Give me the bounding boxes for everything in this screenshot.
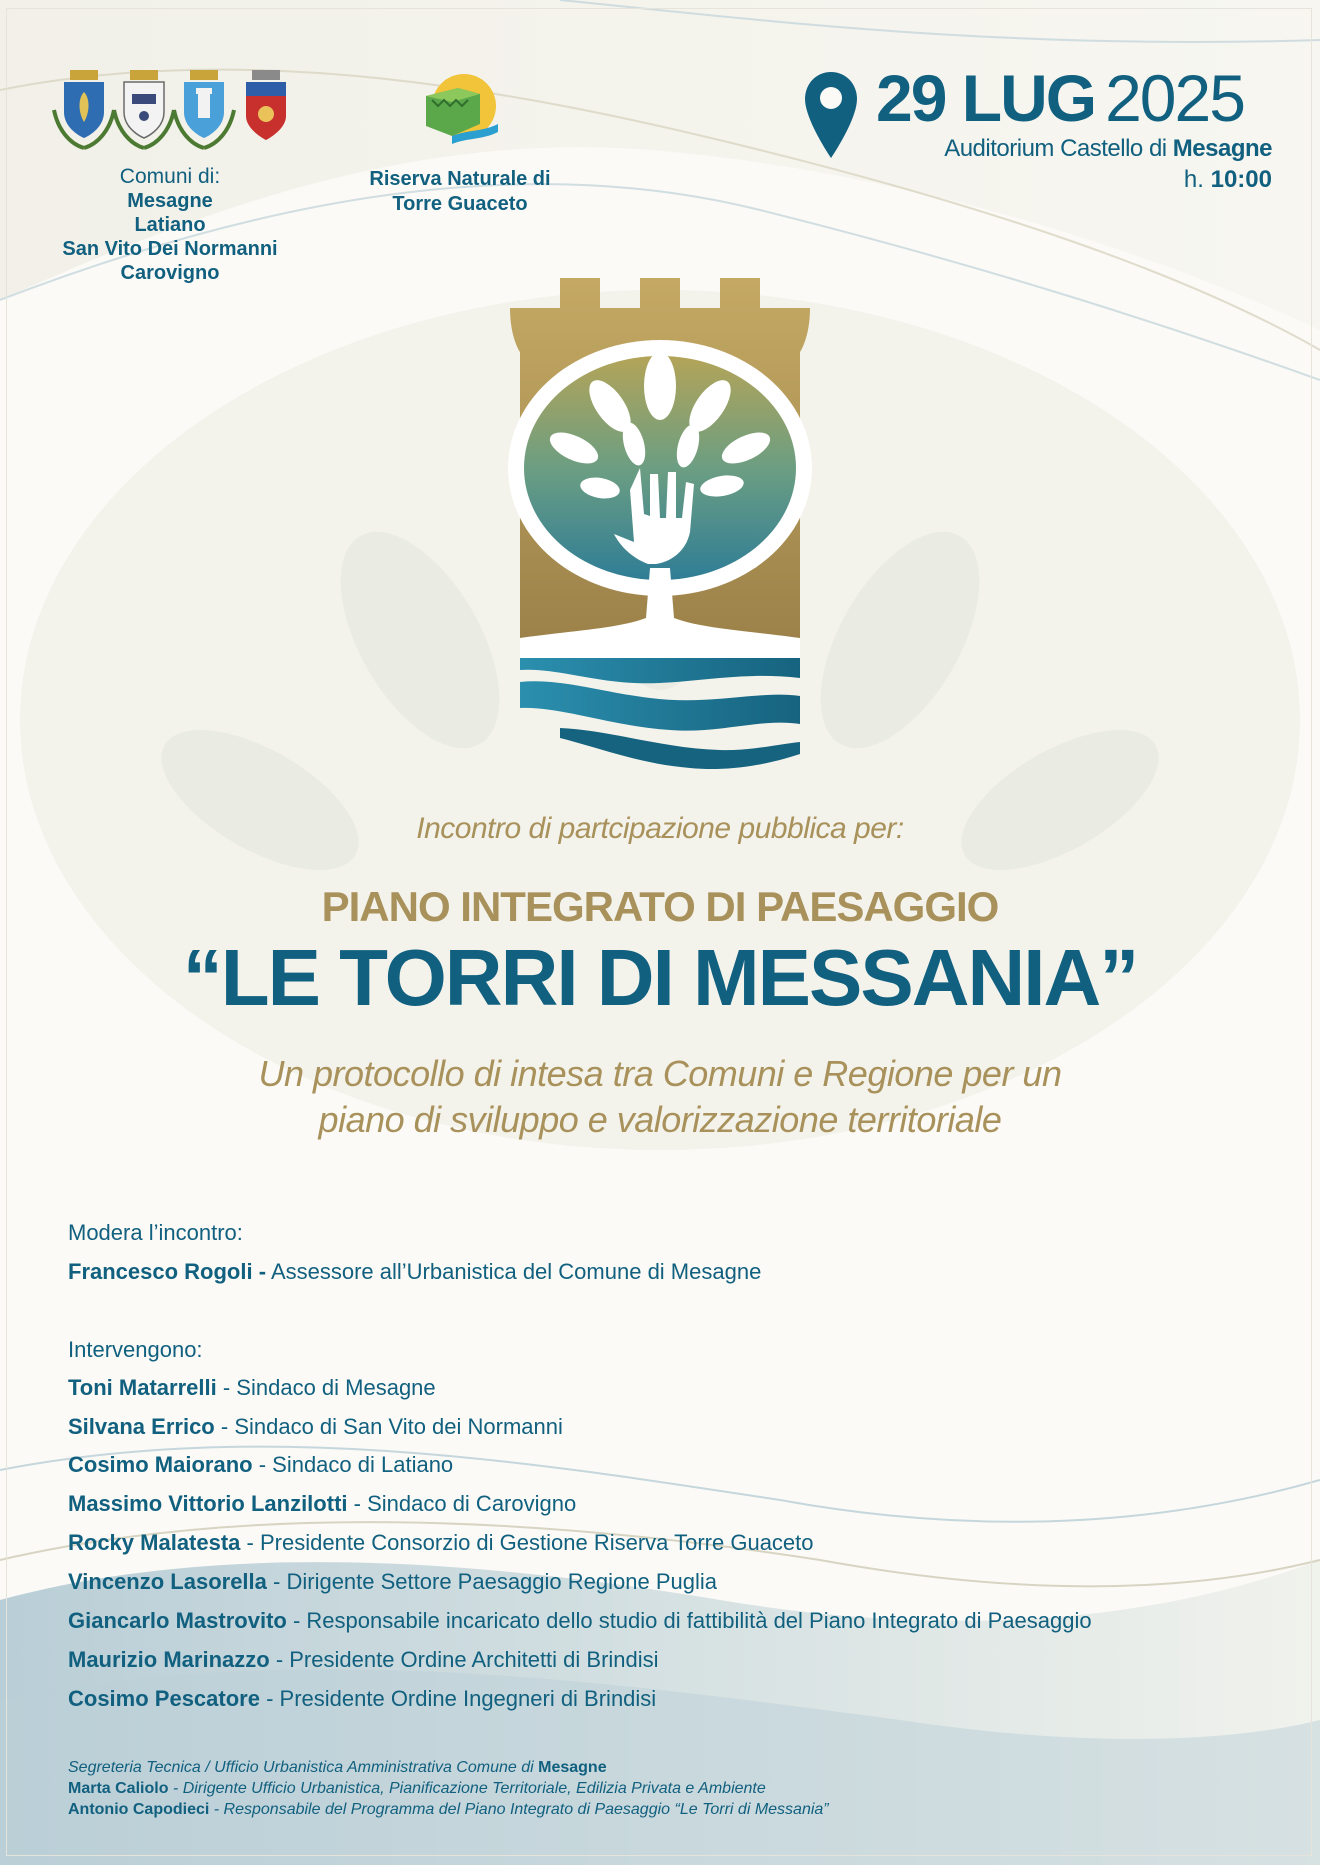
footer-line1: [68, 1757, 968, 1778]
footer-line3: [68, 1799, 968, 1820]
event-time: [1000, 166, 1272, 194]
speaker-role: - Sindaco di Mesagne: [222, 1375, 436, 1400]
speaker-name: Silvana Errico: [68, 1414, 215, 1439]
footer-line2: [68, 1778, 968, 1799]
municipality-latiano: Latiano: [134, 214, 206, 236]
reserve-name: [350, 167, 570, 217]
footer-line3-text: - Responsabile del Programma del Piano Integrato di Paesaggio “Le Torri di Messania”: [213, 1801, 829, 1818]
speaker-row: [68, 1375, 436, 1401]
speaker-role: - Dirigente Settore Paesaggio Regione Puglia: [273, 1569, 717, 1594]
san-vito-crest-icon: [174, 70, 234, 148]
torri-di-messania-emblem-icon: [500, 278, 820, 770]
speaker-role: - Sindaco di San Vito dei Normanni: [220, 1414, 563, 1439]
reserve-name-line2: Torre Guaceto: [392, 193, 528, 215]
footer-line2-text: - Dirigente Ufficio Urbanistica, Pianificazione Territoriale, Edilizia Privata e Ambiente: [172, 1780, 766, 1797]
event-venue: [840, 135, 1272, 163]
mesagne-crest-icon: [54, 70, 114, 148]
latiano-crest-icon: [114, 70, 174, 148]
speaker-name: Maurizio Marinazzo: [68, 1647, 270, 1672]
main-title: “LE TORRI DI MESSANIA”: [182, 933, 1138, 1022]
speaker-row: [68, 1647, 659, 1673]
speaker-name: Giancarlo Mastrovito: [68, 1608, 287, 1633]
event-day-month: 29 LUG: [876, 61, 1096, 135]
moderator-row: [68, 1259, 761, 1285]
venue-place: Mesagne: [1172, 135, 1272, 162]
speaker-role: - Responsabile incaricato dello studio di fattibilità del Piano Integrato di Paesaggio: [292, 1608, 1092, 1633]
speaker-row: [68, 1491, 576, 1517]
municipalities-label: Comuni di:: [119, 165, 221, 188]
speaker-name: Toni Matarrelli: [68, 1375, 217, 1400]
moderator-name: Francesco Rogoli -: [68, 1259, 267, 1284]
speakers-label: Intervengono:: [68, 1337, 203, 1362]
speaker-role: - Sindaco di Latiano: [258, 1452, 454, 1477]
speaker-name: Vincenzo Lasorella: [68, 1569, 267, 1594]
municipalities-block: [40, 165, 300, 285]
subtitle-line2: piano di sviluppo e valorizzazione territoriale: [318, 1099, 1002, 1140]
subtitle: [100, 1051, 1220, 1143]
speaker-row: [68, 1686, 656, 1712]
footer-line2-name: Marta Caliolo: [68, 1780, 169, 1797]
speaker-role: - Sindaco di Carovigno: [353, 1491, 577, 1516]
moderator-label: Modera l’incontro:: [68, 1220, 243, 1245]
speaker-role: - Presidente Ordine Architetti di Brindisi: [275, 1647, 659, 1672]
speaker-row: [68, 1569, 717, 1595]
subtitle-line1: Un protocollo di intesa tra Comuni e Regione per un: [258, 1053, 1062, 1094]
time-prefix: h.: [1183, 166, 1204, 193]
speaker-role: - Presidente Consorzio di Gestione Riserva Torre Guaceto: [246, 1530, 814, 1555]
footer-credits: [68, 1757, 968, 1820]
carovigno-crest-icon: [246, 70, 286, 140]
footer-line1-text: Segreteria Tecnica / Ufficio Urbanistica Amministrativa Comune di: [68, 1759, 534, 1776]
speaker-name: Rocky Malatesta: [68, 1530, 241, 1555]
speaker-name: Cosimo Pescatore: [68, 1686, 260, 1711]
speaker-row: [68, 1530, 814, 1556]
intro-line: Incontro di partcipazione pubblica per:: [416, 812, 904, 845]
event-date: [876, 62, 1276, 134]
municipality-mesagne: Mesagne: [127, 190, 213, 212]
event-year: 2025: [1105, 61, 1244, 135]
speaker-row: [68, 1608, 1092, 1634]
speaker-role: - Presidente Ordine Ingegneri di Brindisi: [266, 1686, 657, 1711]
moderator-role: Assessore all’Urbanistica del Comune di Mesagne: [270, 1259, 762, 1284]
speaker-name: Massimo Vittorio Lanzilotti: [68, 1491, 348, 1516]
footer-line3-name: Antonio Capodieci: [68, 1801, 210, 1818]
venue-prefix: Auditorium Castello di: [944, 135, 1167, 162]
municipal-crests: [52, 70, 302, 152]
time-value: 10:00: [1210, 166, 1272, 193]
torre-guaceto-logo-icon: [418, 72, 502, 148]
municipality-carovigno: Carovigno: [120, 262, 220, 284]
speaker-row: [68, 1452, 453, 1478]
speaker-row: [68, 1414, 563, 1440]
speaker-name: Cosimo Maiorano: [68, 1452, 253, 1477]
reserve-name-line1: Riserva Naturale di: [369, 168, 551, 190]
footer-line1-bold: Mesagne: [538, 1759, 607, 1776]
municipality-san-vito: San Vito Dei Normanni: [62, 238, 278, 260]
plan-title: PIANO INTEGRATO DI PAESAGGIO: [321, 883, 999, 930]
